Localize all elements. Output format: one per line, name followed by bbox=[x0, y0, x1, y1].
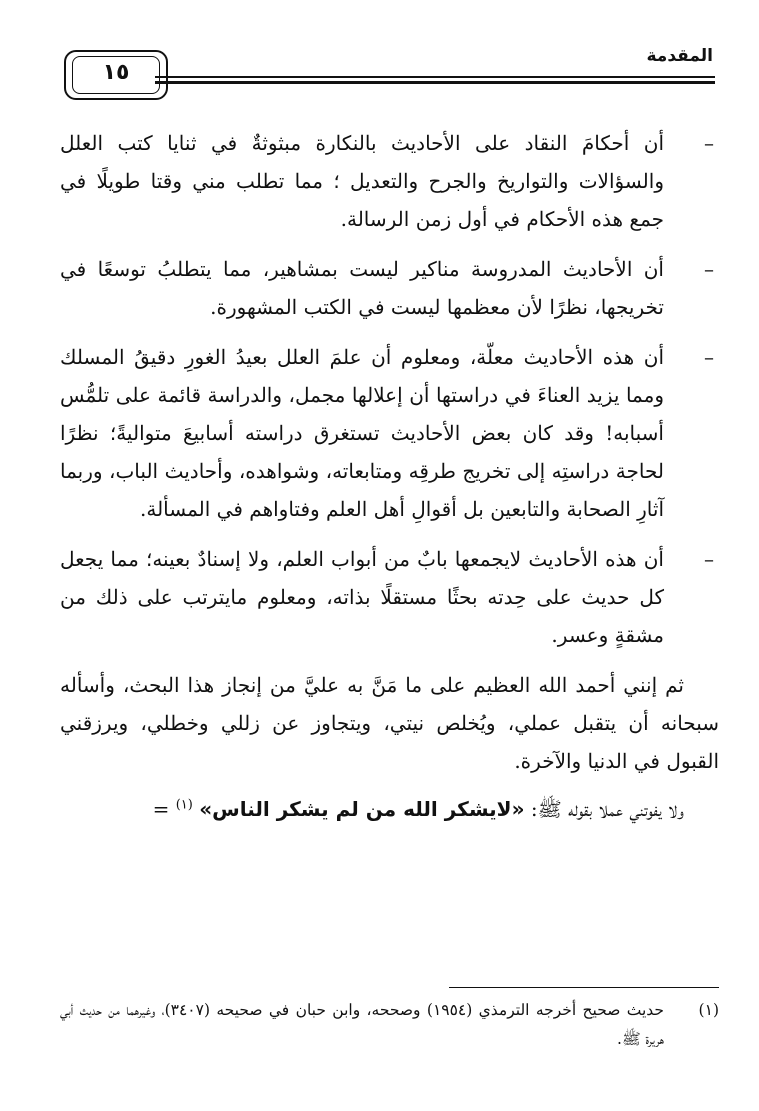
footnote-text: حديث صحيح أخرجه الترمذي (١٩٥٤) وصححه، وابن حبان في صحيحه (٣٤٠٧)، وغيرهما من حديث أبي هريرة ﷺ. bbox=[60, 1001, 664, 1048]
page-number: ١٥ bbox=[102, 60, 130, 85]
hadith-quote: «لايشكر الله من لم يشكر الناس» bbox=[199, 797, 525, 821]
header-rule-top bbox=[155, 76, 715, 78]
bullet-dash: – bbox=[704, 547, 714, 571]
main-text bbox=[60, 124, 719, 838]
footnote-separator bbox=[449, 987, 719, 988]
footnotes bbox=[60, 996, 719, 1054]
bullet-text: أن هذه الأحاديث لايجمعها بابٌ من أبواب العلم، ولا إسنادٌ بعينه؛ مما يجعل كل حديث على حِدته بحثًا مستقلًا بذاته، ومعلوم مايترتب على ذلك من مشقةٍ وعسر. bbox=[60, 547, 664, 647]
bullet-dash: – bbox=[704, 131, 714, 155]
bullet-item bbox=[60, 250, 719, 326]
running-header-title: المقدمة bbox=[646, 46, 713, 66]
bullet-text: أن أحكامَ النقاد على الأحاديث بالنكارة مبثوثةٌ في ثنايا كتب العلل والسؤالات والتواريخ والجرح والتعديل ؛ مما تطلب مني وقتا طويلًا في جمع هذه الأحكام في أول زمن الرسالة. bbox=[60, 131, 664, 231]
bullet-item bbox=[60, 124, 719, 238]
page-header bbox=[0, 0, 759, 110]
bullet-dash: – bbox=[704, 345, 714, 369]
header-rule-bottom bbox=[155, 81, 715, 84]
footnote-item bbox=[60, 996, 719, 1054]
bullet-text: أن الأحاديث المدروسة مناكير ليست بمشاهير، مما يتطلبُ توسعًا في تخريجها، نظرًا لأن معظمها ليست في الكتب المشهورة. bbox=[60, 257, 664, 319]
footnote-number: (١) bbox=[698, 1001, 719, 1019]
body-paragraph: ثم إنني أحمد الله العظيم على ما مَنَّ به عليَّ من إنجاز هذا البحث، وأسأله سبحانه أن يتقبل عملي، ويُخلص نيتي، ويتجاوز عن زللي وخطلي، ويرزقني القبول في الدنيا والآخرة. bbox=[60, 673, 719, 773]
page-number-frame bbox=[64, 50, 168, 100]
closing-lead: ولا يفوتني عملا بقوله ﷺ: bbox=[524, 797, 684, 821]
bullet-item bbox=[60, 540, 719, 654]
continuation-mark: = bbox=[152, 797, 170, 821]
bullet-item bbox=[60, 338, 719, 528]
footnote-reference: (١) bbox=[175, 797, 193, 813]
closing-line bbox=[60, 790, 719, 828]
bullet-dash: – bbox=[704, 257, 714, 281]
bullet-text: أن هذه الأحاديث معلّة، ومعلوم أن علمَ العلل بعيدُ الغورِ دقيقُ المسلك ومما يزيد العناءَ في دراستها أن إعلالها مجمل، والدراسة قائمة على تلمُّس أسبابه! وقد كان بعض الأحاديث تستغرق دراسته أسابيعَ متواليةً؛ نظرًا لحاجة دراستِه إلى تخريج طرقِه ومتابعاته، وشواهده، وأحاديث الباب، وربما آثارِ الصحابة والتابعين بل أقوالِ أهل العلم وفتاواهم في المسألة. bbox=[60, 345, 665, 521]
